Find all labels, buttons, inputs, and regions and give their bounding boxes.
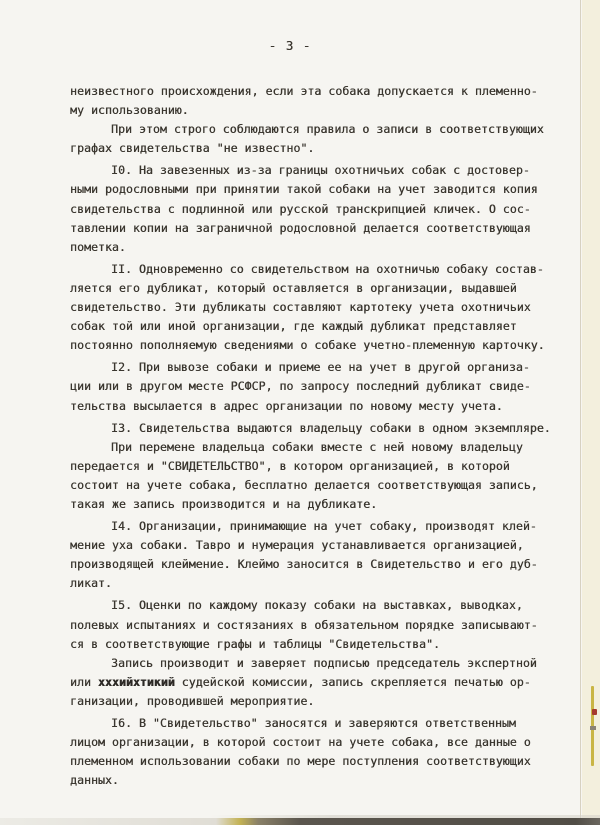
paragraph: [70, 596, 600, 711]
text-line: тельства высылается в адрес организации по новому месту учета.: [70, 398, 503, 413]
text-line: ными родословными при принятии такой собаки на учет заводится копия: [70, 182, 538, 197]
edge-gray-mark: [590, 726, 596, 730]
text-line: ся в соответствующие графы и таблицы "Свидетельства".: [70, 636, 440, 651]
text-line: I4. Организации, принимающие на учет собаку, производят клей-: [111, 519, 537, 534]
page-number: - 3 -: [268, 38, 312, 53]
text-line: Запись производит и заверяет подписью председатель экспертной: [111, 655, 537, 670]
paragraph: [70, 161, 600, 256]
paragraph: [70, 714, 600, 790]
text-line: При перемене владельца собаки вместе с ней новому владельцу: [111, 439, 523, 454]
text-line: ляется его дубликат, который оставляется в организации, выдавшей: [70, 280, 517, 295]
text-line: мение уха собаки. Тавро и нумерация устанавливается организацией,: [70, 538, 524, 553]
text-line: При этом строго соблюдаются правила о записи в соответствующих: [111, 122, 544, 137]
text-line: I6. В "Свидетельство" заносятся и заверяются ответственным: [111, 716, 516, 730]
text-line: му использованию.: [70, 103, 189, 118]
text-line: такая же запись производится и на дубликате.: [70, 496, 378, 511]
text-line: свидетельства с подлинной или русской транскрипцией кличек. О сос-: [70, 201, 531, 216]
text-line: производящей клеймение. Клеймо заносится в Свидетельство и его дуб-: [70, 557, 538, 572]
paragraph: [70, 358, 600, 415]
text-line: состоит на учете собака, бесплатно делается соответствующая запись,: [70, 477, 538, 492]
text-line: II. Одновременно со свидетельством на охотничью собаку состав-: [111, 261, 544, 276]
text-line: лицом организации, в которой состоит на учете собака, все данные о: [70, 735, 531, 750]
paragraph: [70, 517, 600, 593]
text-line: данных.: [70, 773, 119, 788]
text-line: племенном использовании собаки по мере поступления соответствующих: [70, 754, 531, 769]
paragraph: [70, 419, 600, 514]
text-line: ганизации, проводившей мероприятие.: [70, 693, 315, 708]
text-line: или хххийхтикий судейской комиссии, запись скрепляется печатью ор-: [70, 674, 531, 689]
scan-bottom-edge-band: [0, 818, 600, 825]
text-line: I5. Оценки по каждому показу собаки на выставках, выводках,: [111, 598, 523, 613]
paragraph: [70, 120, 600, 158]
text-line: передается и "СВИДЕТЕЛЬСТВО", в котором организацией, в которой: [70, 458, 510, 473]
paragraph: [70, 82, 600, 120]
text-line: I0. На завезенных из-за границы охотничьих собак с достовер-: [111, 163, 530, 178]
text-line: неизвестного происхождения, если эта собака допускается к племенно-: [70, 84, 538, 98]
text-line: I2. При вывозе собаки и приеме ее на учет в другой организа-: [111, 360, 530, 375]
text-line: полевых испытаниях и состязаниях в обязательном порядке записывают-: [70, 617, 538, 632]
text-line: постоянно пополняемую сведениями о собаке учетно-племенную карточку.: [70, 338, 545, 353]
text-line: свидетельство. Эти дубликаты составляют картотеку учета охотничьих: [70, 300, 531, 315]
page-right-edge-line: [580, 0, 581, 825]
overstruck-word: хххийхтикий: [97, 674, 175, 689]
text-line: графах свидетельства "не известно".: [70, 141, 315, 156]
paragraph: [70, 260, 600, 355]
text-line: пометка.: [70, 239, 126, 254]
text-line: тавлении копии на заграничной родословной делается соответствующая: [70, 220, 531, 235]
text-line: ции или в другом месте РСФСР, по запросу последний дубликат свиде-: [70, 379, 531, 394]
text-line: ликат.: [70, 576, 112, 591]
text-line: собак той или иной организации, где каждый дубликат представляет: [70, 319, 517, 334]
text-line: I3. Свидетельства выдаются владельцу собаки в одном экземпляре.: [111, 420, 551, 435]
document-body: [0, 82, 600, 790]
edge-red-mark: [592, 709, 597, 715]
